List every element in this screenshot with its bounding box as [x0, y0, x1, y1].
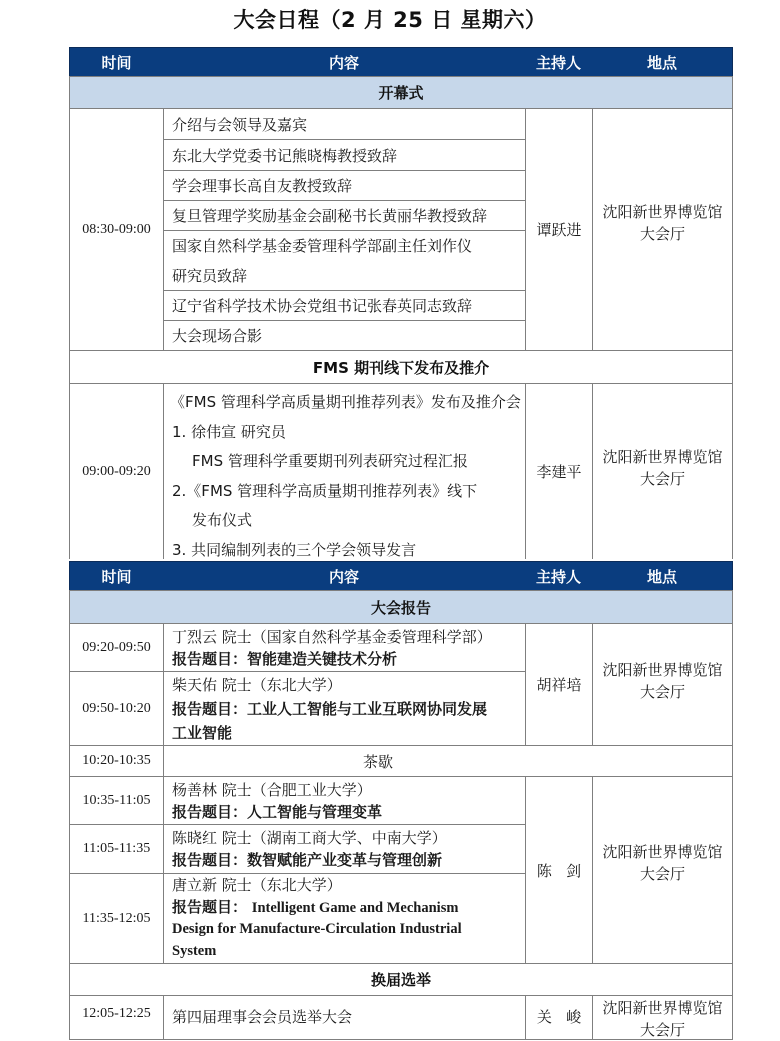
session1-venue	[592, 623, 733, 746]
report-speaker: 柴天佑 院士（东北大学）	[172, 675, 342, 694]
venue-line1: 沈阳新世界博览馆	[602, 843, 723, 861]
election-venue	[592, 995, 733, 1040]
topic-text: Intelligent Game and Mechanism	[251, 899, 459, 916]
topic-text: 智能建造关键技术分析	[247, 649, 398, 668]
session2-host: 陈 剑	[525, 776, 593, 964]
header-host: 主持人	[525, 561, 593, 591]
venue-line1: 沈阳新世界博览馆	[602, 660, 723, 679]
venue-line2: 大会厅	[639, 469, 685, 488]
report-topic	[172, 697, 487, 721]
report-topic	[172, 648, 397, 670]
report-topic-cont: System	[172, 942, 217, 959]
opening-item: 介绍与会领导及嘉宾	[163, 108, 526, 140]
opening-item: 复旦管理学奖励基金会副秘书长黄丽华教授致辞	[163, 200, 526, 231]
fms-time: 09:00-09:20	[69, 383, 164, 559]
header-host: 主持人	[525, 47, 593, 77]
report-topic	[172, 897, 458, 920]
report-time: 10:35-11:05	[69, 776, 164, 825]
report-speaker: 丁烈云 院士（国家自然科学基金委管理科学部）	[172, 627, 492, 646]
header-venue: 地点	[592, 561, 733, 591]
report-topic	[172, 801, 382, 823]
opening-item: 辽宁省科学技术协会党组书记张春英同志致辞	[163, 290, 526, 321]
report-topic	[172, 849, 442, 871]
fms-line: 1. 徐伟宣 研究员	[172, 422, 286, 441]
topic-label: 报告题目：	[172, 851, 248, 869]
opening-item: 学会理事长高自友教授致辞	[163, 170, 526, 201]
report-time: 09:20-09:50	[69, 623, 164, 672]
election-content: 第四届理事会会员选举大会	[163, 995, 526, 1040]
venue-line1: 沈阳新世界博览馆	[602, 202, 723, 221]
topic-label: 报告题目：	[172, 699, 248, 718]
fms-venue	[592, 383, 733, 559]
topic-label: 报告题目：	[172, 802, 248, 821]
header-venue: 地点	[592, 47, 733, 77]
fms-line: 发布仪式	[192, 511, 253, 529]
opening-item: 东北大学党委书记熊晓梅教授致辞	[163, 139, 526, 171]
fms-line: 2.《FMS 管理科学高质量期刊推荐列表》线下	[172, 481, 478, 500]
venue-line2: 大会厅	[639, 682, 685, 701]
report-content	[163, 776, 526, 825]
venue-line2: 大会厅	[639, 865, 685, 883]
report-time: 09:50-10:20	[69, 671, 164, 746]
topic-text: 人工智能与管理变革	[247, 802, 383, 821]
topic-label: 报告题目：	[172, 649, 248, 668]
section-band-reports: 大会报告	[69, 590, 733, 624]
topic-text: 工业人工智能与工业互联网协同发展	[247, 699, 488, 718]
report-speaker: 陈晓红 院士（湖南工商大学、中南大学）	[172, 829, 447, 847]
report-topic-cont: 工业智能	[172, 723, 233, 742]
report-time: 11:35-12:05	[69, 873, 164, 964]
venue-line1: 沈阳新世界博览馆	[602, 999, 723, 1017]
break-label	[163, 745, 733, 777]
page-title: 大会日程（2 月 25 日 星期六）	[233, 8, 547, 32]
fms-line: 《FMS 管理科学高质量期刊推荐列表》发布及推介会	[170, 393, 521, 411]
fms-content	[163, 383, 526, 559]
opening-time: 08:30-09:00	[69, 108, 164, 351]
report-content	[163, 623, 526, 672]
header-content: 内容	[163, 561, 526, 591]
topic-label: 报告题目：	[172, 897, 248, 916]
report-content	[163, 824, 526, 874]
venue-line2: 大会厅	[639, 224, 685, 243]
opening-venue	[592, 108, 733, 351]
opening-host: 谭跃进	[525, 108, 593, 351]
report-content	[163, 671, 526, 746]
election-time: 12:05-12:25	[69, 995, 164, 1040]
header-time: 时间	[69, 561, 164, 591]
report-content	[163, 873, 526, 964]
header-content: 内容	[163, 47, 526, 77]
opening-item-line1: 国家自然科学基金委管理科学部副主任刘作仪	[172, 236, 473, 255]
opening-item	[163, 230, 526, 291]
fms-band-label: FMS 期刊线下发布及推介	[312, 358, 490, 377]
venue-line1: 沈阳新世界博览馆	[602, 447, 723, 466]
venue-line2: 大会厅	[639, 1021, 685, 1039]
section-band-opening: 开幕式	[69, 76, 733, 109]
fms-host: 李建平	[525, 383, 593, 559]
header-time: 时间	[69, 47, 164, 77]
break-text: 茶歇	[362, 752, 393, 771]
report-speaker: 唐立新 院士（东北大学）	[172, 876, 342, 894]
break-time: 10:20-10:35	[69, 745, 164, 777]
topic-text: 数智赋能产业变革与管理创新	[247, 851, 443, 869]
election-host: 关 峻	[525, 995, 593, 1040]
session2-venue	[592, 776, 733, 964]
section-band-fms	[69, 350, 733, 384]
report-speaker: 杨善林 院士（合肥工业大学）	[172, 780, 372, 799]
report-topic-cont: Design for Manufacture-Circulation Industrial	[172, 921, 462, 937]
opening-item: 大会现场合影	[163, 320, 526, 351]
section-band-election: 换届选举	[69, 963, 733, 996]
session1-host: 胡祥培	[525, 623, 593, 746]
opening-item-line2: 研究员致辞	[172, 266, 248, 285]
fms-line: 3. 共同编制列表的三个学会领导发言	[172, 540, 417, 559]
fms-line: FMS 管理科学重要期刊列表研究过程汇报	[192, 452, 468, 470]
report-time: 11:05-11:35	[69, 824, 164, 874]
